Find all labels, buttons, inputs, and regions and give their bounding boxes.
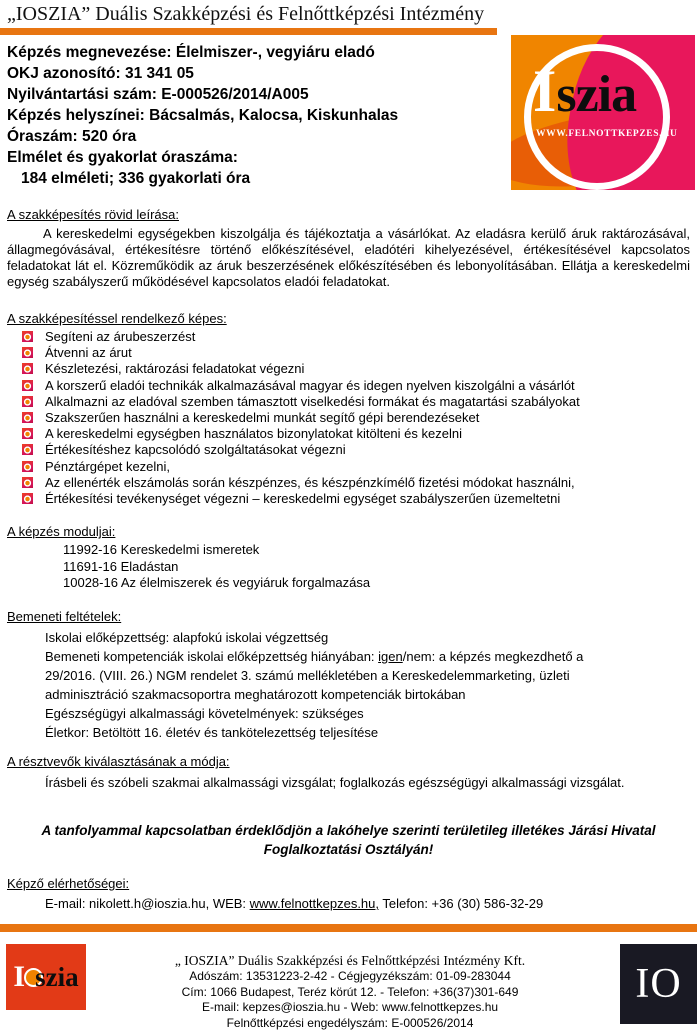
contact-phone-text: Telefon: +36 (30) 586-32-29 <box>379 896 543 911</box>
registry-number: Nyilvántartási szám: E-000526/2014/A005 <box>7 84 398 105</box>
footer-ioszia-logo <box>6 944 86 1010</box>
footer-divider <box>0 924 697 932</box>
ioszia-bullet-icon <box>22 380 33 391</box>
requirement-competencies-prefix: Bemeneti kompetenciák iskolai előképzettség hiányában: <box>45 649 378 664</box>
section-capabilities <box>7 311 690 507</box>
list-item <box>7 345 690 361</box>
requirement-age: Életkor: Betöltött 16. életév és tankötelezettség teljesítése <box>7 723 690 742</box>
module-item: 11691-16 Eladástan <box>7 559 690 576</box>
module-item: 10028-16 Az élelmiszerek és vegyiáruk forgalmazása <box>7 575 690 592</box>
module-item: 11992-16 Kereskedelmi ismeretek <box>7 542 690 559</box>
ioszia-bullet-icon <box>22 444 33 455</box>
footer-contact-block <box>95 952 605 1031</box>
entry-requirements-list <box>7 628 690 742</box>
footer-logo-letter-i: I <box>13 960 25 994</box>
ioszia-logo <box>511 35 695 190</box>
selection-paragraph: Írásbeli és szóbeli szakmai alkalmassági vizsgálat; foglalkozás egészségügyi alkalmassági vizsgálat. <box>7 773 667 792</box>
requirement-competencies-yes: igen <box>378 649 403 664</box>
logo-wordmark <box>533 57 636 126</box>
requirement-schooling: Iskolai előképzettség: alapfokú iskolai végzettség <box>7 628 690 647</box>
list-item <box>7 361 690 377</box>
description-paragraph: A kereskedelmi egységekben kiszolgálja és tájékoztatja a vásárlókat. Az eladásra kerülő áruk raktározásával, állagmegóvásával, értékesítésre történő előkészítésével, eladótéri kihelyezésével, értékesítésével kapcsolatos feladatokat lát el. Közreműködik az áruk beszerzésének előkészítésében és lebonyolításában. Ellátja a kereskedelmi egység szabályszerű működésével kapcsolatos eladói feladatokat. <box>7 226 690 290</box>
ioszia-bullet-icon <box>22 493 33 504</box>
list-item <box>7 442 690 458</box>
io-logo-letters: IO <box>635 960 681 1008</box>
district-office-notice: A tanfolyammal kapcsolatban érdeklődjön a lakóhelye szerinti területileg illetékes Járási Hivatal Foglalkoztatási Osztályán! <box>0 821 697 859</box>
contact-line <box>7 895 690 912</box>
list-item-label: Szakszerűen használni a kereskedelmi munkát segítő gépi berendezéseket <box>45 410 479 425</box>
requirement-health: Egészségügyi alkalmassági követelmények: szükséges <box>7 704 690 723</box>
list-item-label: Átvenni az árut <box>45 345 132 360</box>
list-item-label: Alkalmazni az eladóval szemben támasztott viselkedési formákat és magatartási szabályokat <box>45 394 580 409</box>
modules-list <box>7 542 690 592</box>
theory-practice-label: Elmélet és gyakorlat óraszáma: <box>7 147 398 168</box>
logo-letters-szia: szia <box>556 66 636 123</box>
footer-logo-letters-szia: szia <box>35 962 79 993</box>
list-item <box>7 426 690 442</box>
ioszia-bullet-icon <box>22 477 33 488</box>
requirement-competencies-suffix: /nem: a képzés megkezdhető a 29/2016. (VIII. 26.) NGM rendelet 3. számú mellékletében a Kereskedelemmarketing, üzleti adminisztráció szakmacsoportra meghatározott kompetenciák birtokában <box>45 649 583 702</box>
contact-email-text: E-mail: nikolett.h@ioszia.hu, WEB: <box>45 896 250 911</box>
theory-practice-hours: 184 elméleti; 336 gyakorlati óra <box>7 168 398 189</box>
footer-license-line: Felnőttképzési engedélyszám: E-000526/2014 <box>95 1016 605 1031</box>
entry-requirements-heading: Bemeneti feltételek: <box>7 609 690 624</box>
description-heading: A szakképesítés rövid leírása: <box>7 207 690 222</box>
list-item <box>7 491 690 507</box>
ioszia-bullet-icon <box>22 461 33 472</box>
list-item-label: Értékesítéshez kapcsolódó szolgáltatásokat végezni <box>45 442 346 457</box>
course-hours: Óraszám: 520 óra <box>7 126 398 147</box>
list-item-label: Az ellenérték elszámolás során készpénzes, és készpénzkímélő fizetési módokat használni, <box>45 475 575 490</box>
requirement-competencies <box>7 647 620 704</box>
list-item <box>7 459 690 475</box>
selection-heading: A résztvevők kiválasztásának a módja: <box>7 754 690 769</box>
contact-heading: Képző elérhetőségei: <box>7 876 690 891</box>
section-selection <box>7 754 690 792</box>
list-item <box>7 378 690 394</box>
section-contact <box>7 876 690 912</box>
ioszia-bullet-icon <box>22 347 33 358</box>
ioszia-bullet-icon <box>22 363 33 374</box>
header-divider <box>0 28 497 35</box>
logo-letter-i: I <box>533 58 556 124</box>
list-item <box>7 475 690 491</box>
ioszia-bullet-icon <box>22 396 33 407</box>
list-item-label: A korszerű eladói technikák alkalmazásával magyar és idegen nyelven kiszolgálni a vásárlót <box>45 378 575 393</box>
list-item <box>7 410 690 426</box>
capabilities-heading: A szakképesítéssel rendelkező képes: <box>7 311 690 326</box>
footer-tax-line: Adószám: 13531223-2-42 - Cégjegyzékszám: 01-09-283044 <box>95 969 605 985</box>
list-item-label: Értékesítési tevékenységet végezni – kereskedelmi egységet szabályszerűen üzemeltetni <box>45 491 560 506</box>
course-info-block <box>7 42 398 189</box>
section-modules <box>7 524 690 592</box>
institution-header-title: „IOSZIA” Duális Szakképzési és Felnőttképzési Intézmény <box>7 3 484 26</box>
list-item <box>7 329 690 345</box>
capabilities-list <box>7 329 690 507</box>
section-entry-requirements <box>7 609 690 742</box>
modules-heading: A képzés moduljai: <box>7 524 690 539</box>
list-item-label: Segíteni az árubeszerzést <box>45 329 195 344</box>
course-locations: Képzés helyszínei: Bácsalmás, Kalocsa, Kiskunhalas <box>7 105 398 126</box>
ioszia-bullet-icon <box>22 412 33 423</box>
list-item-label: A kereskedelmi egységben használatos bizonylatokat kitölteni és kezelni <box>45 426 462 441</box>
list-item-label: Pénztárgépet kezelni, <box>45 459 170 474</box>
ioszia-bullet-icon <box>22 428 33 439</box>
list-item <box>7 394 690 410</box>
footer-email-line: E-mail: kepzes@ioszia.hu - Web: www.felnottkepzes.hu <box>95 1000 605 1016</box>
list-item-label: Készletezési, raktározási feladatokat végezni <box>45 361 304 376</box>
ioszia-bullet-icon <box>22 331 33 342</box>
website-link[interactable]: www.felnottkepzes.hu, <box>250 896 379 911</box>
io-logo <box>620 944 697 1024</box>
course-name: Képzés megnevezése: Élelmiszer-, vegyiáru eladó <box>7 42 398 63</box>
section-description <box>7 207 690 290</box>
footer-address-line: Cím: 1066 Budapest, Teréz körút 12. - Telefon: +36(37)301-649 <box>95 985 605 1001</box>
okj-id: OKJ azonosító: 31 341 05 <box>7 63 398 84</box>
footer-company-name: „ IOSZIA” Duális Szakképzési és Felnőttképzési Intézmény Kft. <box>95 952 605 969</box>
logo-website-text: WWW.FELNOTTKEPZES.HU <box>536 129 678 139</box>
